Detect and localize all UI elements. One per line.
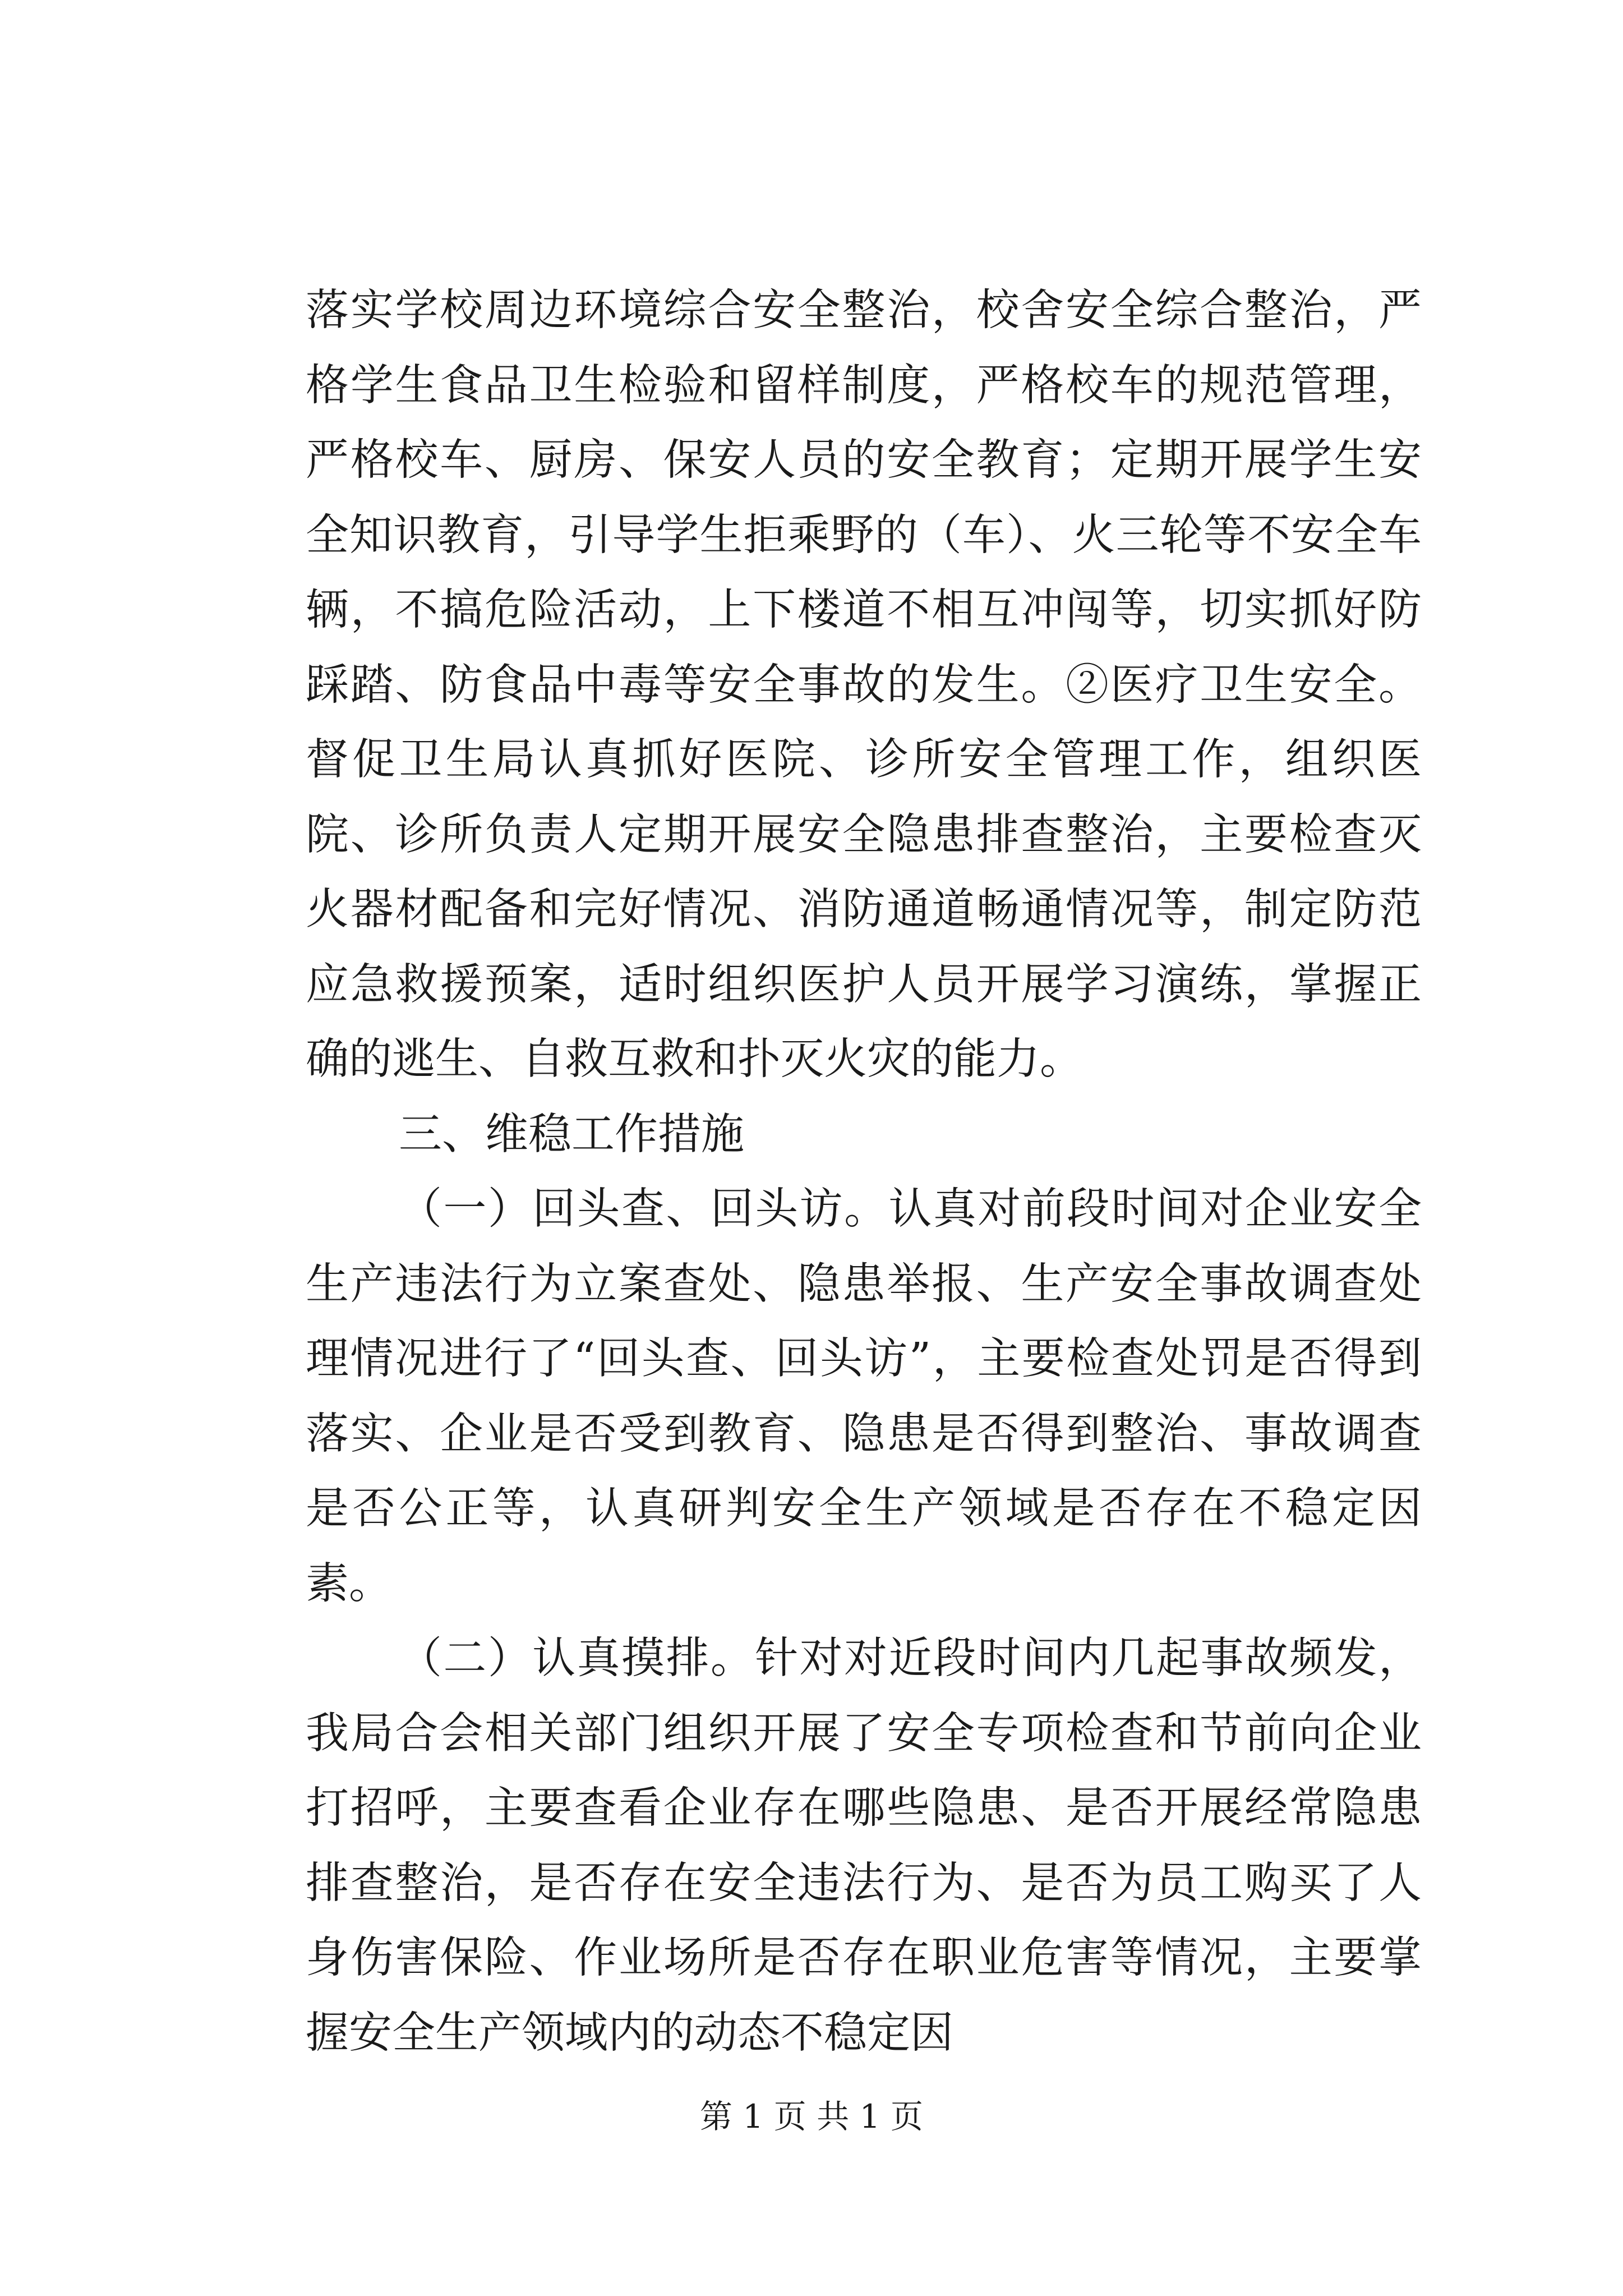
paragraph-revisit-inspection: （一）回头查、回头访。认真对前段时间对企业安全生产违法行为立案查处、隐患举报、生产安全事故调查处理情况进行了“回头查、回头访”，主要检查处罚是否得到落实、企业是否受到教育、隐患是否得到整治、事故调查是否公正等，认真研判安全生产领域是否存在不稳定因素。	[306, 1184, 1422, 1609]
document-body	[306, 273, 1422, 2070]
paragraph-investigation: （二）认真摸排。针对对近段时间内几起事故频发，我局合会相关部门组织开展了安全专项检查和节前向企业打招呼，主要查看企业存在哪些隐患、是否开展经常隐患排查整治，是否存在安全违法行为、是否为员工购买了人身伤害保险、作业场所是否存在职业危害等情况，主要掌握安全生产领域内的动态不稳定因	[306, 1634, 1422, 2058]
section-heading-stability-measures: 三、维稳工作措施	[399, 1109, 744, 1159]
page-number-footer: 第 1 页 共 1 页	[700, 2097, 923, 2136]
paragraph-school-medical-safety: 落实学校周边环境综合安全整治，校舍安全综合整治，严格学生食品卫生检验和留样制度，严格校车的规范管理，严格校车、厨房、保安人员的安全教育；定期开展学生安全知识教育，引导学生拒乘野的（车）、火三轮等不安全车辆，不搞危险活动，上下楼道不相互冲闯等，切实抓好防踩踏、防食品中毒等安全事故的发生。②医疗卫生安全。督促卫生局认真抓好医院、诊所安全管理工作，组织医院、诊所负责人定期开展安全隐患排查整治，主要检查灭火器材配备和完好情况、消防通道畅通情况等，制定防范应急救援预案，适时组织医护人员开展学习演练，掌握正确的逃生、自救互救和扑灭火灾的能力。	[306, 286, 1422, 1084]
